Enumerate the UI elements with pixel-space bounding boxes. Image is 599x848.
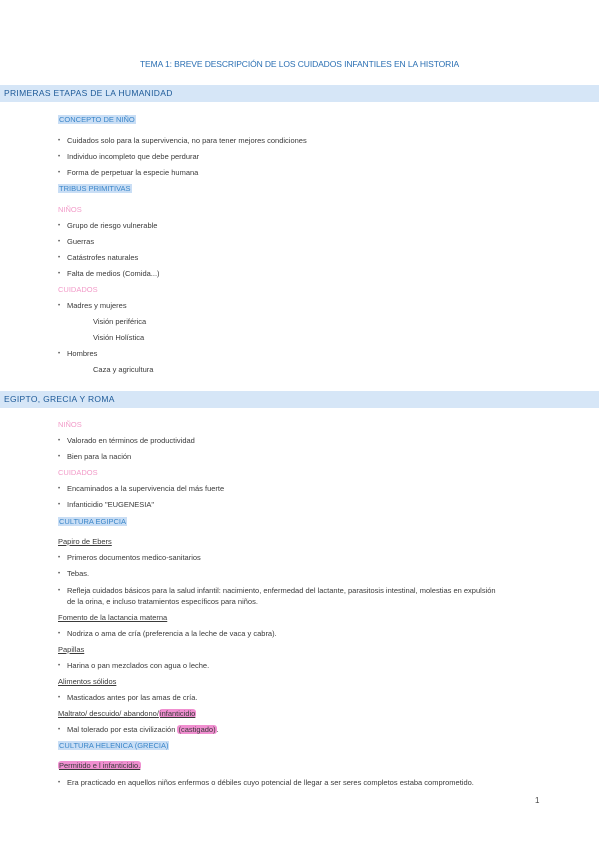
list-item: • Primeros documentos medico-sanitarios <box>58 553 201 563</box>
sub-item: Visión Holística <box>93 333 145 342</box>
maltrato-title: Maltrato/ descuido/ abandono/infanticidio <box>58 709 196 718</box>
list-item: • Hombres <box>58 349 97 359</box>
list-item: • Madres y mujeres <box>58 301 127 311</box>
list-item: • Bien para la nación <box>58 452 131 462</box>
page-number: 1 <box>535 796 540 805</box>
list-item: • Harina o pan mezclados con agua o leche. <box>58 661 209 671</box>
list-item: • Encaminados a la supervivencia del más fuerte <box>58 484 224 494</box>
list-item: • Valorado en términos de productividad <box>58 436 195 446</box>
list-item: • Catástrofes naturales <box>58 253 138 263</box>
ninos-label: NIÑOS <box>58 205 82 214</box>
list-item: • Tebas. <box>58 569 89 579</box>
list-item: • Refleja cuidados básicos para la salud infantil: nacimiento, enfermedad del lactante, parasitosis intestinal, molestias en expulsión <box>58 586 496 596</box>
helenica-label: CULTURA HELENICA (GRECIA) <box>59 741 169 750</box>
sub-item: Caza y agricultura <box>93 365 154 374</box>
list-item: • Era practicado en aquellos niños enfermos o débiles cuyo potencial de llegar a ser seres completos estaba comprometido. <box>58 778 474 788</box>
fomento-title: Fomento de la lactancia materna <box>58 613 168 622</box>
list-item: • Masticados antes por las amas de cría. <box>58 693 197 703</box>
tribus-label: TRIBUS PRIMITIVAS <box>59 184 131 193</box>
papillas-title: Papillas <box>58 645 85 654</box>
list-item: • Infanticidio "EUGENESIA" <box>58 500 154 510</box>
document-title: TEMA 1: BREVE DESCRIPCIÓN DE LOS CUIDADOS INFANTILES EN LA HISTORIA <box>139 59 460 69</box>
permitido-title: Permitido e l infanticidio. <box>59 761 141 770</box>
papiro-title: Papiro de Ebers <box>58 537 112 546</box>
cuidados-label: CUIDADOS <box>58 285 98 294</box>
ninos-label: NIÑOS <box>58 420 82 429</box>
list-item: • Nodriza o ama de cría (preferencia a la leche de vaca y cabra). <box>58 629 277 639</box>
list-item: • Guerras <box>58 237 94 247</box>
cuidados-label: CUIDADOS <box>58 468 98 477</box>
list-item-continuation: de la orina, e incluso tratamientos específicos para niños. <box>67 597 258 606</box>
list-item: • Mal tolerado por esta civilización (castigado). <box>58 725 219 735</box>
list-item: • Grupo de riesgo vulnerable <box>58 221 157 231</box>
list-item: • Forma de perpetuar la especie humana <box>58 168 198 178</box>
highlight: (castigado) <box>178 725 216 734</box>
sub-item: Visión periférica <box>93 317 147 326</box>
egipcia-label: CULTURA EGIPCIA <box>59 517 126 526</box>
list-item: • Falta de medios (Comida...) <box>58 269 160 279</box>
highlight: infanticidio <box>159 709 196 718</box>
list-item: • Individuo incompleto que debe perdurar <box>58 152 199 162</box>
concepto-label: CONCEPTO DE NIÑO <box>59 115 135 124</box>
list-item: • Cuidados solo para la supervivencia, no para tener mejores condiciones <box>58 136 307 146</box>
section-heading-primeras-etapas: PRIMERAS ETAPAS DE LA HUMANIDAD <box>0 85 599 102</box>
alimentos-title: Alimentos sólidos <box>58 677 117 686</box>
section-heading-egipto: EGIPTO, GRECIA Y ROMA <box>0 391 599 408</box>
